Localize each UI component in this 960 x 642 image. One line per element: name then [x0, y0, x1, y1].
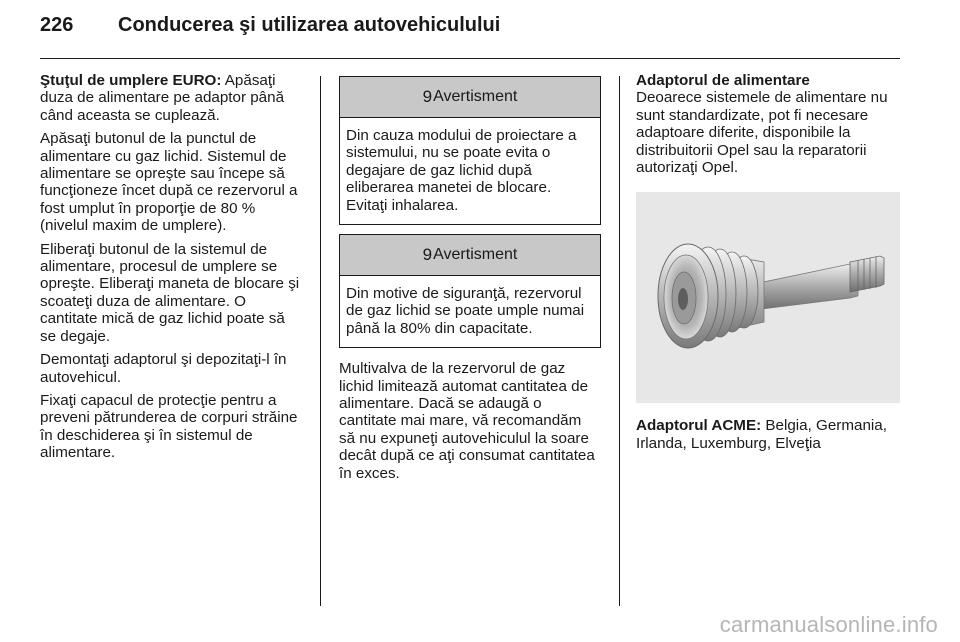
- paragraph-release-button: Eliberaţi butonul de la sistemul de alimentare, procesul de umplere se opreşte. Eliberaţi maneta de blocare şi scoateţi duza de alimentare. O cantitate mică de gaz lichid poate să se degaje.: [40, 240, 300, 345]
- watermark: carmanualsonline.info: [719, 612, 938, 637]
- warning-title: Avertisment: [433, 246, 518, 264]
- warning-header: [340, 235, 600, 276]
- acme-label: Adaptorul ACME:: [636, 417, 762, 435]
- column-2: [339, 76, 601, 488]
- warning-text: Din motive de siguranţă, rezervorul de gaz lichid se poate umple numai până la 80% din capacitate.: [346, 285, 585, 337]
- paragraph-press-button: Apăsaţi butonul de la punctul de alimentare cu gaz lichid. Sistemul de alimentare se opreşte sau începe să funcţioneze încet după ce rezervorul a fost umplut în proporţie de 80 % (nivelul maxim de umplere).: [40, 130, 298, 235]
- euro-nozzle-text: Apăsaţi duza de alimentare pe adaptor până când aceasta se cuplează.: [40, 72, 285, 124]
- column-divider-1: [320, 76, 321, 606]
- paragraph-remove-adapter: Demontaţi adaptorul şi depozitaţi-l în autovehicul.: [40, 351, 287, 386]
- paragraph-multivalve: Multivalva de la rezervorul de gaz lichid limitează automat cantitatea de alimentare. Dacă se adaugă o cantitate mai mare, vă recomandăm să nu expuneţi autovehiculul la soare decât după ce aţi consumat cantitatea în exces.: [339, 360, 595, 482]
- warning-title: Avertisment: [433, 88, 518, 106]
- euro-nozzle-label: Ştuţul de umplere EURO:: [40, 72, 222, 89]
- page-header: [40, 14, 500, 37]
- header-rule: [40, 58, 900, 59]
- paragraph-acme: [636, 417, 902, 452]
- page-title: Conducerea şi utilizarea autovehiculului: [118, 14, 501, 36]
- acme-adapter-image: [636, 192, 900, 403]
- warning-symbol-icon: 9: [422, 245, 433, 265]
- paragraph-protective-cap: Fixaţi capacul de protecţie pentru a preveni pătrunderea de corpuri străine în deschiderea şi în sistemul de alimentare.: [40, 391, 298, 462]
- column-divider-2: [619, 76, 620, 606]
- section-heading: [636, 72, 902, 89]
- column-3: [636, 72, 902, 458]
- warning-symbol-icon: 9: [422, 87, 433, 107]
- warning-text: Din cauza modului de proiectare a sistemului, nu se poate evita o degajare de gaz lichid după eliberarea manetei de blocare. Evitaţi inhalarea.: [346, 127, 577, 214]
- column-1: [40, 72, 302, 468]
- warning-box: [339, 76, 601, 225]
- page-number: 226: [40, 14, 74, 36]
- paragraph-adapters: Deoarece sistemele de alimentare nu sunt standardizate, pot fi necesare adaptoare diferite, disponibile la distribuitorii Opel sau la reparatorii autorizaţi Opel.: [636, 89, 888, 177]
- acme-countries: Belgia, Germania, Irlanda, Luxemburg, Elveţia: [636, 417, 887, 452]
- paragraph-euro-nozzle: [40, 72, 302, 124]
- warning-header: [340, 77, 600, 118]
- warning-box: [339, 234, 601, 348]
- adapter-heading: Adaptorul de alimentare: [636, 72, 810, 89]
- adapter-illustration: [636, 192, 900, 403]
